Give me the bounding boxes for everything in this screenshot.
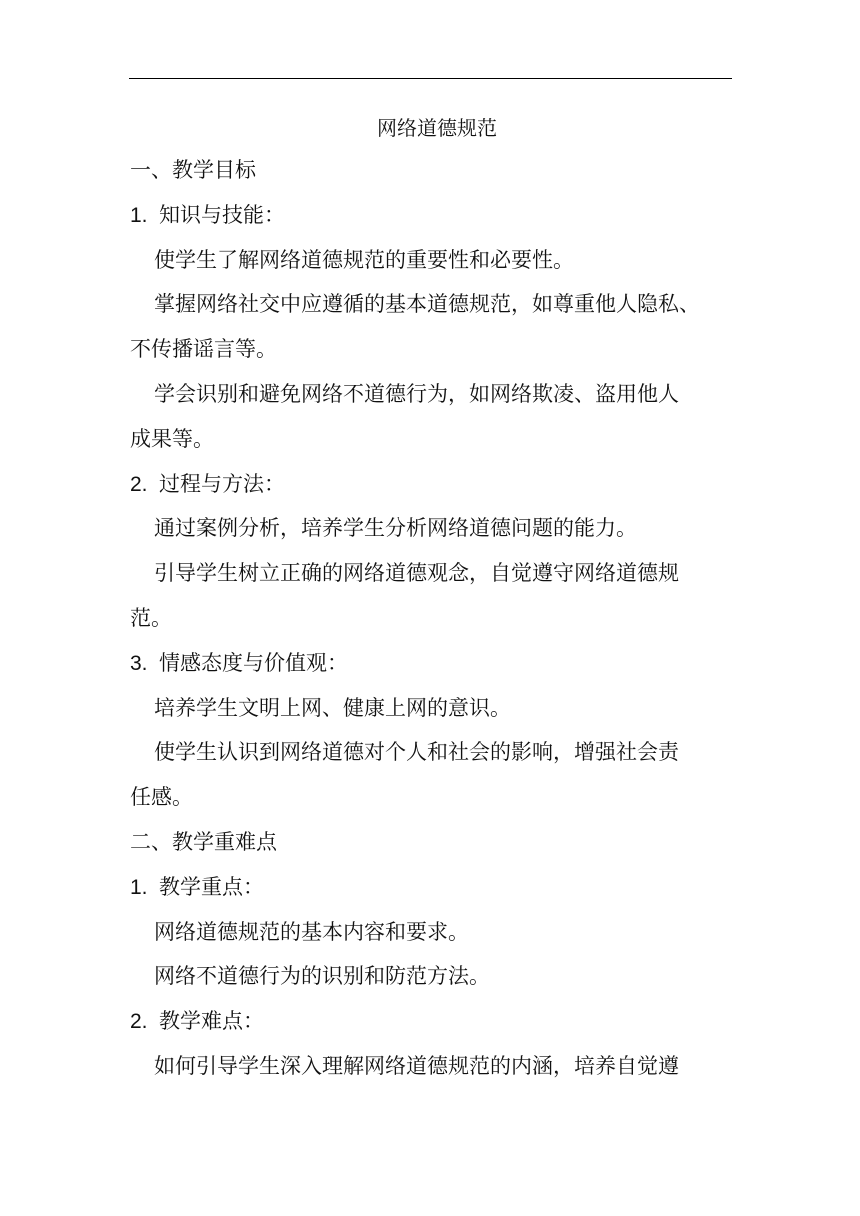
section-heading: 二、教学重难点 [130, 829, 277, 854]
header-rule [129, 78, 732, 79]
paragraph-line: 培养学生文明上网、健康上网的意识。 [154, 695, 511, 720]
document-body [130, 108, 736, 1089]
document-title: 网络道德规范 [377, 116, 497, 140]
paragraph-line: 引导学生树立正确的网络道德观念，自觉遵守网络道德规 [154, 561, 679, 586]
paragraph-line: 使学生了解网络道德规范的重要性和必要性。 [154, 247, 574, 272]
numbered-subheading [130, 865, 736, 910]
paragraph-line: 如何引导学生深入理解网络道德规范的内涵，培养自觉遵 [154, 1053, 679, 1078]
list-number: 1. [130, 203, 148, 227]
paragraph-line: 通过案例分析，培养学生分析网络道德问题的能力。 [154, 516, 637, 541]
subheading-text: 知识与技能： [159, 202, 285, 227]
list-number: 1. [130, 875, 148, 899]
paragraph-line: 学会识别和避免网络不道德行为，如网络欺凌、盗用他人 [154, 381, 679, 406]
numbered-subheading [130, 641, 736, 686]
subheading-text: 过程与方法： [159, 471, 285, 496]
paragraph-line: 网络道德规范的基本内容和要求。 [154, 919, 469, 944]
list-number: 3. [130, 651, 148, 675]
numbered-subheading [130, 193, 736, 238]
list-number: 2. [130, 472, 148, 496]
paragraph-line: 使学生认识到网络道德对个人和社会的影响，增强社会责 [154, 740, 679, 765]
subheading-text: 教学重点： [159, 874, 264, 899]
paragraph-line: 网络不道德行为的识别和防范方法。 [154, 964, 490, 989]
numbered-subheading [130, 999, 736, 1044]
paragraph-line: 掌握网络社交中应遵循的基本道德规范，如尊重他人隐私、 [154, 292, 700, 317]
paragraph-continuation: 成果等。 [130, 426, 214, 451]
list-number: 2. [130, 1010, 148, 1034]
subheading-text: 情感态度与价值观： [159, 650, 348, 675]
paragraph-continuation: 范。 [130, 605, 172, 630]
paragraph-continuation: 不传播谣言等。 [130, 337, 277, 362]
paragraph-continuation: 任感。 [130, 785, 193, 810]
subheading-text: 教学难点： [159, 1009, 264, 1034]
section-heading: 一、教学目标 [130, 158, 256, 182]
numbered-subheading [130, 462, 736, 507]
document-content [130, 148, 736, 1089]
